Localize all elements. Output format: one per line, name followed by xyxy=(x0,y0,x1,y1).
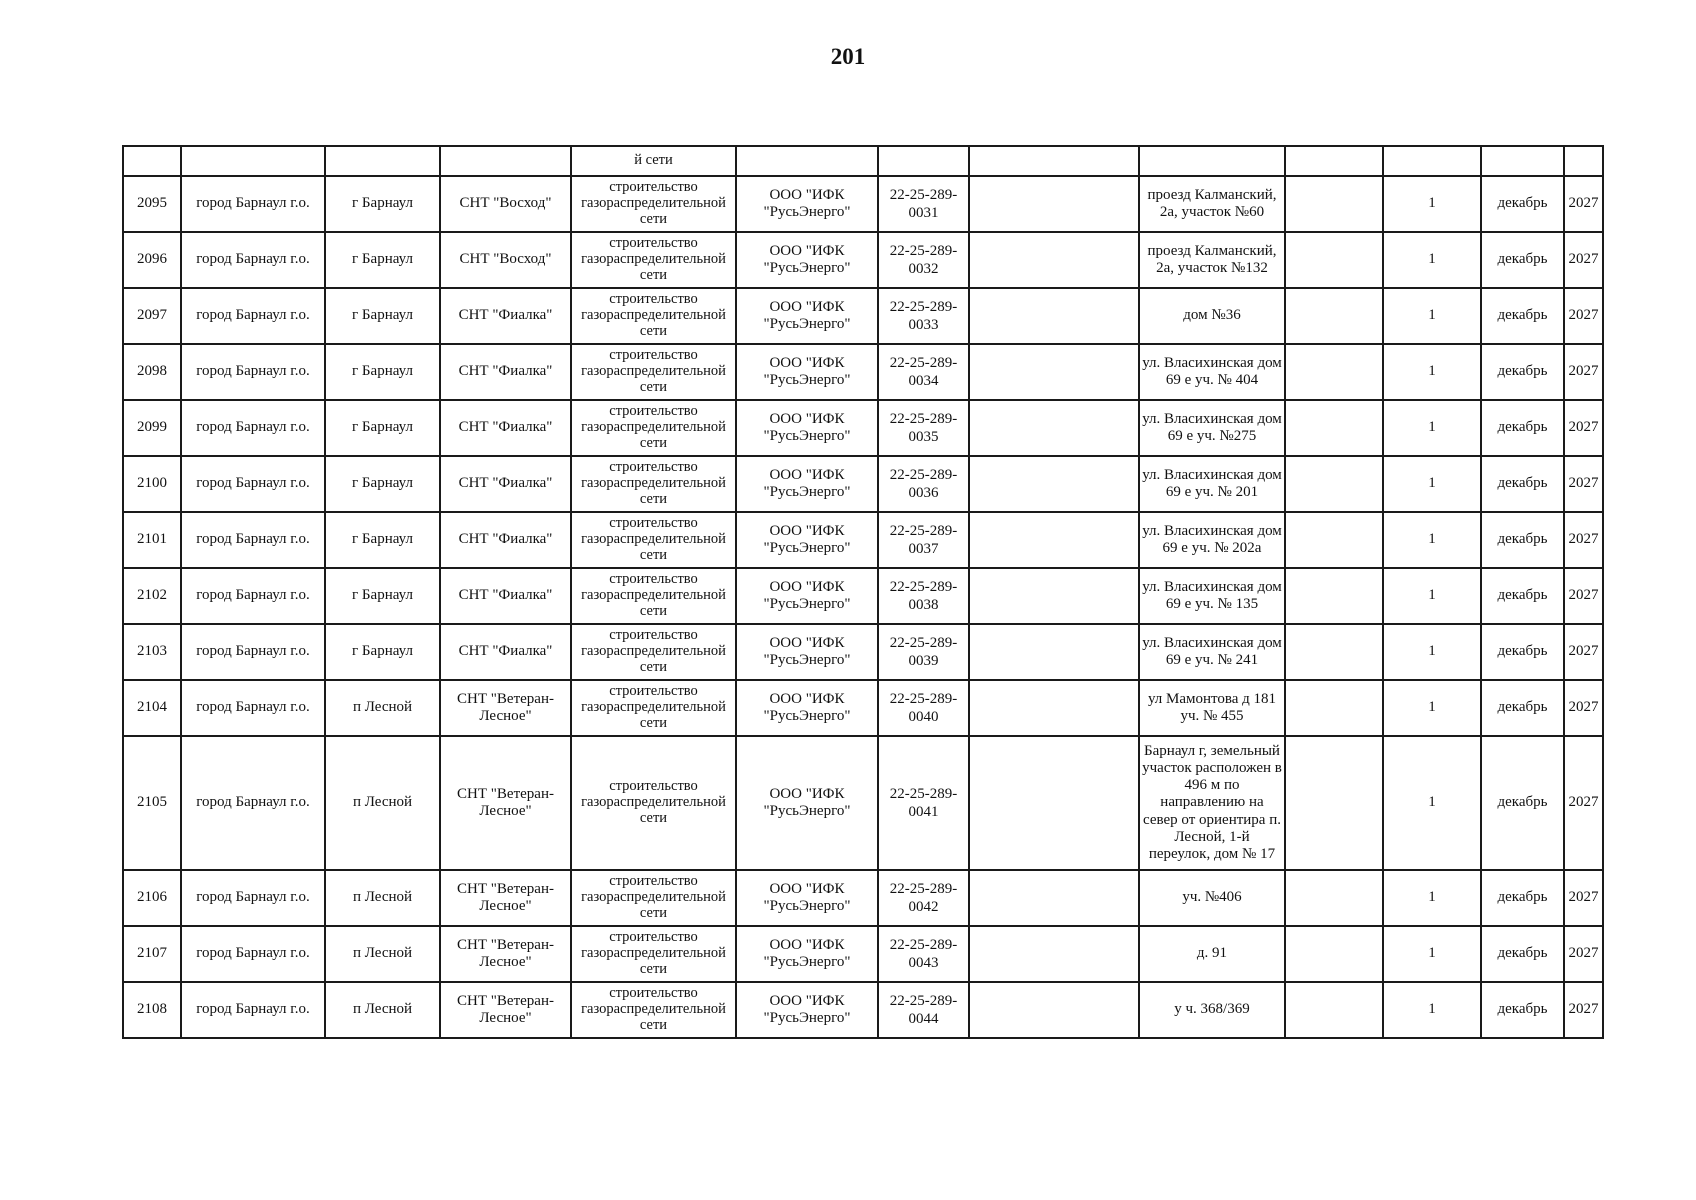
cell-object: СНТ "Ветеран-Лесное" xyxy=(440,680,571,736)
cell-org: ООО "ИФК "РусьЭнерго" xyxy=(736,512,878,568)
cell-object: СНТ "Восход" xyxy=(440,176,571,232)
cell-code: 22-25-289-0033 xyxy=(878,288,969,344)
cell-empty xyxy=(969,176,1139,232)
page-number: 201 xyxy=(830,44,866,69)
cell-year xyxy=(1564,146,1603,176)
cell-num: 2107 xyxy=(123,926,181,982)
cell-empty xyxy=(969,512,1139,568)
cell-org: ООО "ИФК "РусьЭнерго" xyxy=(736,400,878,456)
cell-num: 2106 xyxy=(123,870,181,926)
cell-empty xyxy=(1285,344,1383,400)
cell-year: 2027 xyxy=(1564,456,1603,512)
cell-month: декабрь xyxy=(1481,736,1564,870)
cell-year: 2027 xyxy=(1564,344,1603,400)
cell-empty xyxy=(969,680,1139,736)
cell-qty: 1 xyxy=(1383,926,1481,982)
cell-object: СНТ "Фиалка" xyxy=(440,624,571,680)
cell-code: 22-25-289-0041 xyxy=(878,736,969,870)
cell-district: город Барнаул г.о. xyxy=(181,736,325,870)
cell-district: город Барнаул г.о. xyxy=(181,400,325,456)
cell-num: 2099 xyxy=(123,400,181,456)
cell-address: ул. Власихинская дом 69 е уч. №275 xyxy=(1139,400,1285,456)
cell-org: ООО "ИФК "РусьЭнерго" xyxy=(736,176,878,232)
cell-empty xyxy=(1285,288,1383,344)
cell-org: ООО "ИФК "РусьЭнерго" xyxy=(736,568,878,624)
cell-locality: г Барнаул xyxy=(325,624,440,680)
cell-month: декабрь xyxy=(1481,624,1564,680)
cell-work: строительство газораспределительной сети xyxy=(571,176,736,232)
cell-num: 2101 xyxy=(123,512,181,568)
cell-qty: 1 xyxy=(1383,870,1481,926)
cell-work: строительство газораспределительной сети xyxy=(571,400,736,456)
cell-empty xyxy=(969,870,1139,926)
cell-locality: г Барнаул xyxy=(325,512,440,568)
cell-object xyxy=(440,146,571,176)
table-row xyxy=(123,456,1603,512)
cell-qty: 1 xyxy=(1383,288,1481,344)
cell-num: 2097 xyxy=(123,288,181,344)
cell-address: д. 91 xyxy=(1139,926,1285,982)
cell-object: СНТ "Фиалка" xyxy=(440,344,571,400)
cell-locality: г Барнаул xyxy=(325,456,440,512)
cell-empty xyxy=(1285,736,1383,870)
table-row xyxy=(123,400,1603,456)
table-row xyxy=(123,870,1603,926)
cell-locality: п Лесной xyxy=(325,982,440,1038)
cell-locality: г Барнаул xyxy=(325,288,440,344)
table-row xyxy=(123,568,1603,624)
cell-code: 22-25-289-0032 xyxy=(878,232,969,288)
cell-address: проезд Калманский, 2а, участок №60 xyxy=(1139,176,1285,232)
cell-locality: г Барнаул xyxy=(325,568,440,624)
cell-work: строительство газораспределительной сети xyxy=(571,568,736,624)
cell-qty: 1 xyxy=(1383,456,1481,512)
cell-code: 22-25-289-0042 xyxy=(878,870,969,926)
cell-work: строительство газораспределительной сети xyxy=(571,680,736,736)
cell-empty xyxy=(969,146,1139,176)
cell-code: 22-25-289-0039 xyxy=(878,624,969,680)
cell-empty xyxy=(1285,232,1383,288)
cell-year: 2027 xyxy=(1564,624,1603,680)
cell-qty: 1 xyxy=(1383,232,1481,288)
cell-year: 2027 xyxy=(1564,870,1603,926)
cell-year: 2027 xyxy=(1564,232,1603,288)
cell-object: СНТ "Фиалка" xyxy=(440,512,571,568)
table-row xyxy=(123,680,1603,736)
cell-code: 22-25-289-0043 xyxy=(878,926,969,982)
cell-qty: 1 xyxy=(1383,680,1481,736)
cell-empty xyxy=(1285,512,1383,568)
cell-month xyxy=(1481,146,1564,176)
cell-address: ул. Власихинская дом 69 е уч. № 201 xyxy=(1139,456,1285,512)
cell-empty xyxy=(1285,982,1383,1038)
cell-num: 2103 xyxy=(123,624,181,680)
cell-year: 2027 xyxy=(1564,512,1603,568)
cell-object: СНТ "Ветеран-Лесное" xyxy=(440,736,571,870)
cell-org: ООО "ИФК "РусьЭнерго" xyxy=(736,288,878,344)
cell-code: 22-25-289-0040 xyxy=(878,680,969,736)
cell-empty xyxy=(969,926,1139,982)
cell-locality: г Барнаул xyxy=(325,400,440,456)
cell-district: город Барнаул г.о. xyxy=(181,288,325,344)
table-row xyxy=(123,288,1603,344)
cell-num: 2102 xyxy=(123,568,181,624)
cell-object: СНТ "Фиалка" xyxy=(440,456,571,512)
cell-empty xyxy=(1285,146,1383,176)
cell-year: 2027 xyxy=(1564,736,1603,870)
cell-org: ООО "ИФК "РусьЭнерго" xyxy=(736,982,878,1038)
cell-qty: 1 xyxy=(1383,736,1481,870)
cell-district: город Барнаул г.о. xyxy=(181,344,325,400)
cell-code: 22-25-289-0036 xyxy=(878,456,969,512)
cell-district: город Барнаул г.о. xyxy=(181,176,325,232)
cell-org xyxy=(736,146,878,176)
table-row xyxy=(123,176,1603,232)
cell-locality: г Барнаул xyxy=(325,176,440,232)
cell-qty: 1 xyxy=(1383,176,1481,232)
cell-num: 2096 xyxy=(123,232,181,288)
cell-qty: 1 xyxy=(1383,400,1481,456)
cell-empty xyxy=(969,288,1139,344)
cell-address: Барнаул г, земельный участок расположен в 496 м по направлению на север от ориентира п. Лесной, 1-й переулок, дом № 17 xyxy=(1139,736,1285,870)
cell-address xyxy=(1139,146,1285,176)
cell-address: ул. Власихинская дом 69 е уч. № 135 xyxy=(1139,568,1285,624)
cell-num: 2108 xyxy=(123,982,181,1038)
table-row xyxy=(123,344,1603,400)
table-row xyxy=(123,926,1603,982)
cell-org: ООО "ИФК "РусьЭнерго" xyxy=(736,456,878,512)
cell-empty xyxy=(969,456,1139,512)
cell-locality: г Барнаул xyxy=(325,344,440,400)
cell-month: декабрь xyxy=(1481,870,1564,926)
cell-work: й сети xyxy=(571,146,736,176)
cell-district: город Барнаул г.о. xyxy=(181,456,325,512)
cell-work: строительство газораспределительной сети xyxy=(571,624,736,680)
cell-district: город Барнаул г.о. xyxy=(181,870,325,926)
cell-object: СНТ "Ветеран-Лесное" xyxy=(440,926,571,982)
cell-month: декабрь xyxy=(1481,512,1564,568)
cell-month: декабрь xyxy=(1481,344,1564,400)
cell-num: 2100 xyxy=(123,456,181,512)
table-row xyxy=(123,512,1603,568)
cell-month: декабрь xyxy=(1481,176,1564,232)
cell-address: проезд Калманский, 2а, участок №132 xyxy=(1139,232,1285,288)
cell-district: город Барнаул г.о. xyxy=(181,512,325,568)
cell-org: ООО "ИФК "РусьЭнерго" xyxy=(736,344,878,400)
cell-address: ул. Власихинская дом 69 е уч. № 202а xyxy=(1139,512,1285,568)
cell-district: город Барнаул г.о. xyxy=(181,982,325,1038)
cell-object: СНТ "Ветеран-Лесное" xyxy=(440,982,571,1038)
cell-num: 2105 xyxy=(123,736,181,870)
cell-month: декабрь xyxy=(1481,926,1564,982)
cell-empty xyxy=(969,736,1139,870)
cell-month: декабрь xyxy=(1481,456,1564,512)
cell-address: ул. Власихинская дом 69 е уч. № 404 xyxy=(1139,344,1285,400)
cell-code: 22-25-289-0044 xyxy=(878,982,969,1038)
cell-year: 2027 xyxy=(1564,288,1603,344)
cell-work: строительство газораспределительной сети xyxy=(571,982,736,1038)
cell-month: декабрь xyxy=(1481,288,1564,344)
cell-qty: 1 xyxy=(1383,344,1481,400)
cell-empty xyxy=(1285,624,1383,680)
cell-year: 2027 xyxy=(1564,176,1603,232)
cell-qty: 1 xyxy=(1383,512,1481,568)
cell-empty xyxy=(1285,456,1383,512)
cell-qty xyxy=(1383,146,1481,176)
cell-org: ООО "ИФК "РусьЭнерго" xyxy=(736,624,878,680)
table-row xyxy=(123,982,1603,1038)
cell-month: декабрь xyxy=(1481,400,1564,456)
cell-org: ООО "ИФК "РусьЭнерго" xyxy=(736,926,878,982)
cell-district: город Барнаул г.о. xyxy=(181,568,325,624)
cell-locality: п Лесной xyxy=(325,870,440,926)
cell-district: город Барнаул г.о. xyxy=(181,680,325,736)
cell-locality: п Лесной xyxy=(325,736,440,870)
cell-org: ООО "ИФК "РусьЭнерго" xyxy=(736,232,878,288)
cell-locality xyxy=(325,146,440,176)
cell-work: строительство газораспределительной сети xyxy=(571,232,736,288)
cell-code: 22-25-289-0034 xyxy=(878,344,969,400)
cell-num xyxy=(123,146,181,176)
cell-work: строительство газораспределительной сети xyxy=(571,512,736,568)
cell-code: 22-25-289-0038 xyxy=(878,568,969,624)
cell-object: СНТ "Восход" xyxy=(440,232,571,288)
cell-code: 22-25-289-0037 xyxy=(878,512,969,568)
cell-locality: п Лесной xyxy=(325,926,440,982)
continuation-row xyxy=(123,146,1603,176)
cell-empty xyxy=(1285,400,1383,456)
cell-empty xyxy=(969,400,1139,456)
cell-org: ООО "ИФК "РусьЭнерго" xyxy=(736,736,878,870)
cell-district xyxy=(181,146,325,176)
cell-code: 22-25-289-0031 xyxy=(878,176,969,232)
cell-locality: г Барнаул xyxy=(325,232,440,288)
cell-address: дом №36 xyxy=(1139,288,1285,344)
cell-object: СНТ "Фиалка" xyxy=(440,568,571,624)
table-row xyxy=(123,624,1603,680)
cell-empty xyxy=(969,624,1139,680)
cell-empty xyxy=(1285,870,1383,926)
cell-month: декабрь xyxy=(1481,982,1564,1038)
cell-object: СНТ "Фиалка" xyxy=(440,400,571,456)
cell-qty: 1 xyxy=(1383,624,1481,680)
cell-empty xyxy=(969,982,1139,1038)
cell-empty xyxy=(1285,568,1383,624)
cell-org: ООО "ИФК "РусьЭнерго" xyxy=(736,680,878,736)
table-row xyxy=(123,232,1603,288)
cell-num: 2098 xyxy=(123,344,181,400)
cell-work: строительство газораспределительной сети xyxy=(571,288,736,344)
cell-code: 22-25-289-0035 xyxy=(878,400,969,456)
cell-empty xyxy=(1285,680,1383,736)
cell-work: строительство газораспределительной сети xyxy=(571,344,736,400)
cell-year: 2027 xyxy=(1564,982,1603,1038)
cell-address: ул Мамонтова д 181 уч. № 455 xyxy=(1139,680,1285,736)
cell-work: строительство газораспределительной сети xyxy=(571,736,736,870)
cell-work: строительство газораспределительной сети xyxy=(571,926,736,982)
cell-code xyxy=(878,146,969,176)
cell-work: строительство газораспределительной сети xyxy=(571,456,736,512)
cell-empty xyxy=(1285,926,1383,982)
cell-district: город Барнаул г.о. xyxy=(181,624,325,680)
cell-work: строительство газораспределительной сети xyxy=(571,870,736,926)
table-body xyxy=(123,146,1603,1038)
cell-year: 2027 xyxy=(1564,680,1603,736)
cell-empty xyxy=(969,568,1139,624)
cell-object: СНТ "Ветеран-Лесное" xyxy=(440,870,571,926)
cell-month: декабрь xyxy=(1481,232,1564,288)
cell-address: уч. №406 xyxy=(1139,870,1285,926)
cell-empty xyxy=(1285,176,1383,232)
cell-qty: 1 xyxy=(1383,982,1481,1038)
cell-month: декабрь xyxy=(1481,680,1564,736)
cell-address: ул. Власихинская дом 69 е уч. № 241 xyxy=(1139,624,1285,680)
cell-empty xyxy=(969,232,1139,288)
cell-num: 2104 xyxy=(123,680,181,736)
cell-qty: 1 xyxy=(1383,568,1481,624)
table-row xyxy=(123,736,1603,870)
cell-district: город Барнаул г.о. xyxy=(181,232,325,288)
cell-empty xyxy=(969,344,1139,400)
cell-num: 2095 xyxy=(123,176,181,232)
cell-org: ООО "ИФК "РусьЭнерго" xyxy=(736,870,878,926)
cell-address: у ч. 368/369 xyxy=(1139,982,1285,1038)
cell-year: 2027 xyxy=(1564,568,1603,624)
cell-locality: п Лесной xyxy=(325,680,440,736)
cell-month: декабрь xyxy=(1481,568,1564,624)
cell-district: город Барнаул г.о. xyxy=(181,926,325,982)
cell-year: 2027 xyxy=(1564,400,1603,456)
cell-object: СНТ "Фиалка" xyxy=(440,288,571,344)
register-table xyxy=(122,145,1604,1039)
cell-year: 2027 xyxy=(1564,926,1603,982)
